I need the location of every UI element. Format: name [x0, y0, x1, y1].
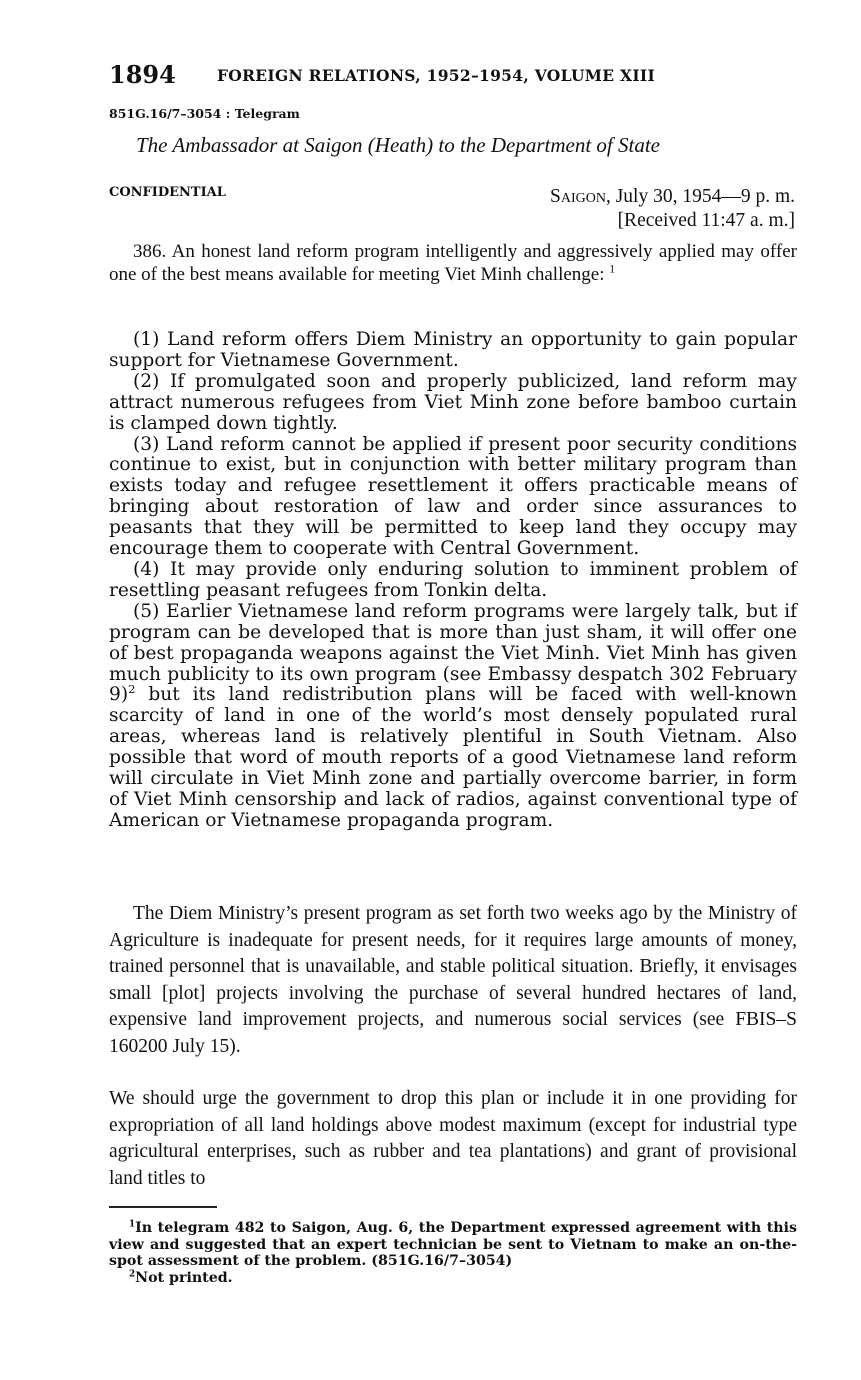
dateline-date: , July 30, 1954—9 p. m.: [605, 186, 795, 207]
footnote-1-text: In telegram 482 to Saigon, Aug. 6, the Department expressed agreement with this view and suggested that an expert technician be sent to Vietnam to make an on-the-spot assessment of the problem. (851G.16/7–3054): [109, 1220, 797, 1269]
list-item-5: [109, 602, 797, 832]
footnote-1: [109, 1220, 797, 1270]
file-number: 851G.16/7–3054 : Telegram: [109, 106, 300, 121]
dateline-place: Saigon: [549, 186, 606, 207]
footnote-ref-1: 1: [609, 262, 616, 276]
body-paragraph-3: [109, 1086, 797, 1192]
footnote-divider: [109, 1206, 217, 1208]
received-line: [Received 11:47 a. m.]: [617, 210, 795, 231]
document-title: The Ambassador at Saigon (Heath) to the Department of State: [136, 133, 660, 157]
body-paragraph-2: The Diem Ministry’s present program as set forth two weeks ago by the Ministry of Agriculture is inadequate for present needs, for it requires large amounts of money, trained personnel that is unavailable, and stable political situation. Briefly, it envisages small [plot] projects involving the purchase of several hundred hectares of land, expensive land improvement projects, and numerous social services (see FBIS–S 160200 July 15).: [109, 903, 797, 1057]
classification-label: CONFIDENTIAL: [109, 185, 226, 200]
footnote-2-text: Not printed.: [135, 1269, 233, 1286]
footnote-ref-2: 2: [128, 682, 136, 697]
page-number: 1894: [109, 60, 176, 89]
body-paragraph-3-text: We should urge the government to drop this plan or include it in one providing for expropriation of all land holdings above modest maximum (except for industrial type agricultural enterprises, such as rubber and tea plantations) and grant of provisional land titles to: [109, 1088, 797, 1189]
lead-paragraph: [109, 241, 797, 286]
footnote-mark-2: 2: [129, 1268, 136, 1279]
lead-text: 386. An honest land reform program intelligently and aggressively applied may offer one of the best means available for meeting Viet Minh challenge:: [109, 241, 797, 285]
dateline: [550, 186, 795, 208]
list-item-1: (1) Land reform offers Diem Ministry an opportunity to gain popular support for Vietnamese Government.: [109, 329, 797, 371]
footnote-mark-1: 1: [129, 1219, 136, 1230]
footnotes: [109, 1220, 797, 1286]
list-item-5-text-b: but its land redistribution plans will be faced with well-known scarcity of land in one of the world’s most densely populated rural areas, whereas land is relatively plentiful in South Vietnam. Also possible that word of mouth reports of a good Vietnamese land reform will circulate in Viet Minh zone and partially overcome barrier, in form of Viet Minh censorship and lack of radios, against conventional type of American or Vietnamese propaganda program.: [109, 684, 797, 831]
numbered-list: [109, 330, 797, 832]
footnote-2: [109, 1270, 797, 1287]
running-title: FOREIGN RELATIONS, 1952–1954, VOLUME XIII: [217, 66, 656, 85]
list-item-3: (3) Land reform cannot be applied if present poor security conditions continue to exist, but in conjunction with better military program than exists today and refugee resettlement it offers practicable means of bringing about restoration of law and order since assurances to peasants that they will be permitted to keep land they occupy may encourage them to cooperate with Central Government.: [109, 433, 797, 560]
list-item-2: (2) If promulgated soon and properly publicized, land reform may attract numerous refugees from Viet Minh zone before bamboo curtain is clamped down tightly.: [109, 370, 797, 434]
list-item-4: (4) It may provide only enduring solution to imminent problem of resettling peasant refugees from Tonkin delta.: [109, 558, 797, 601]
list-item-5-text-a: (5) Earlier Vietnamese land reform programs were largely talk, but if program can be developed that is more than just sham, it will offer one of best propaganda weapons against the Viet Minh. Viet Minh has given much publicity to its own program (see Embassy despatch 302 February 9): [109, 600, 797, 706]
